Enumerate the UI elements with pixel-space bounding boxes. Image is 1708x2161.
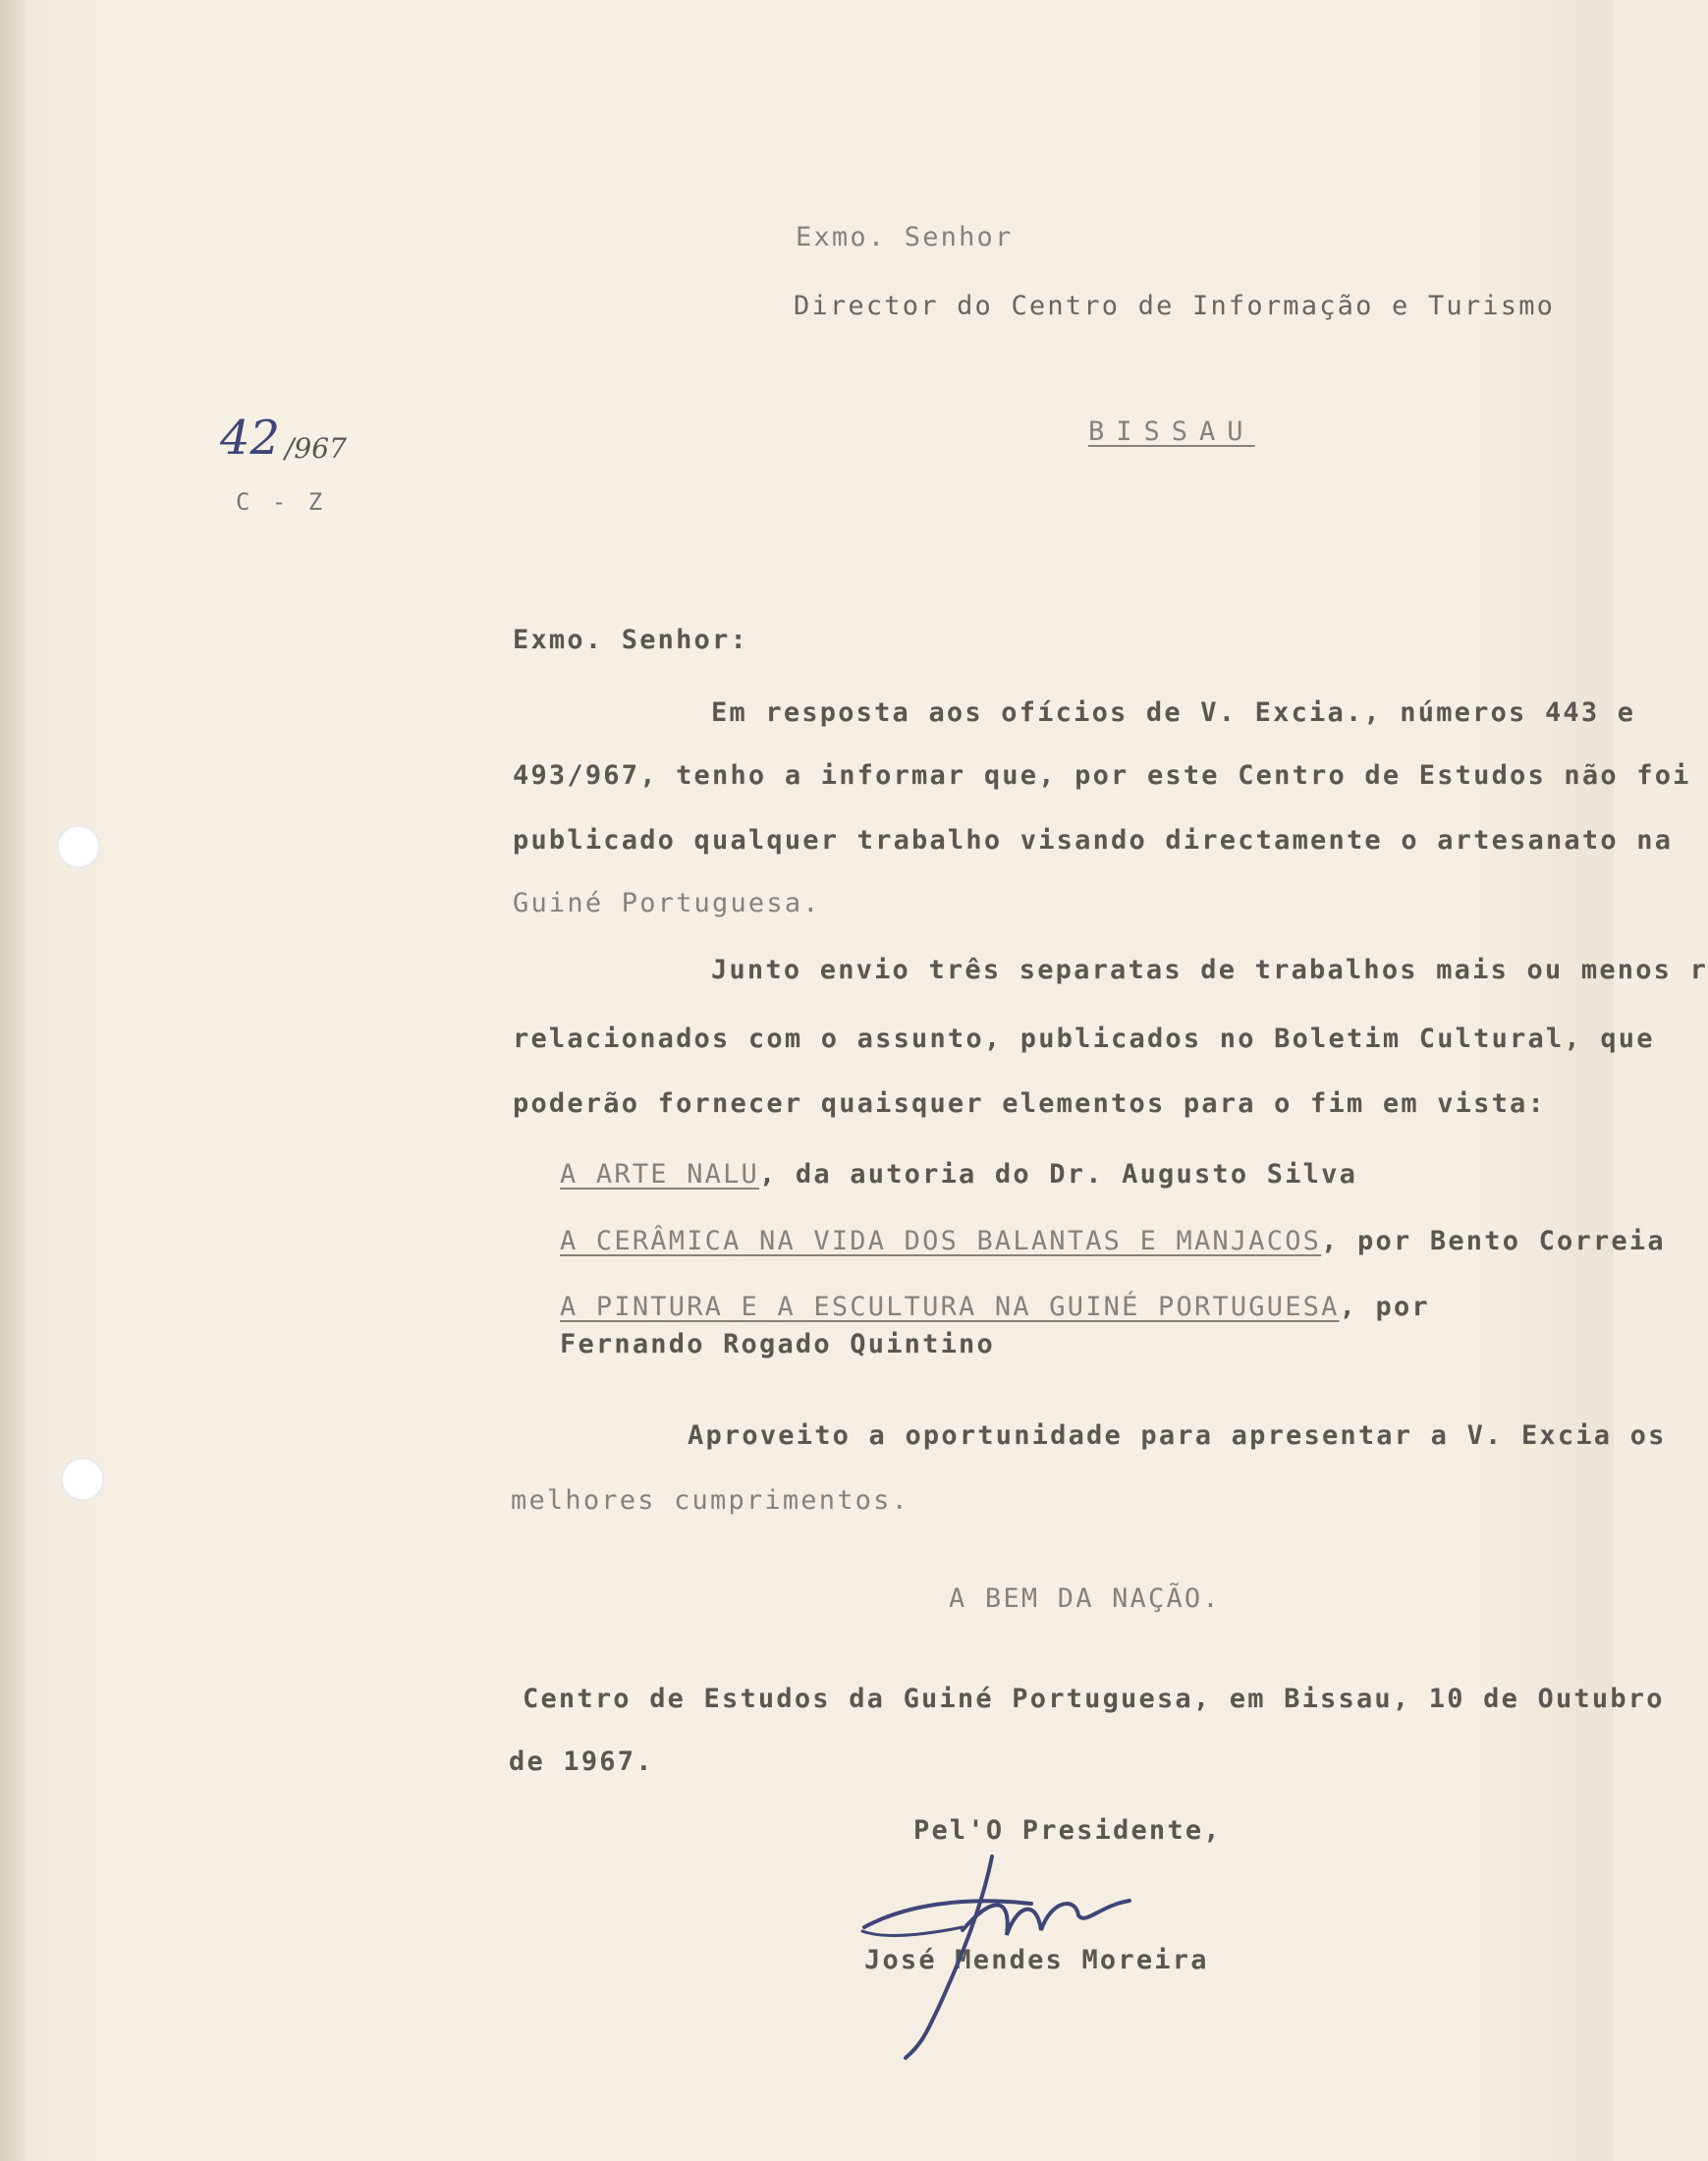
- body-p1-line3: publicado qualquer trabalho visando directamente o artesanato na: [513, 825, 1674, 856]
- work-title: A PINTURA E A ESCULTURA NA GUINÉ PORTUGUESA: [560, 1292, 1340, 1322]
- work-title: A CERÂMICA NA VIDA DOS BALANTAS E MANJACOS: [560, 1226, 1322, 1256]
- greeting: Exmo. Senhor:: [513, 625, 748, 655]
- addressee: Director do Centro de Informação e Turismo: [794, 291, 1556, 321]
- work-item: [560, 1159, 1357, 1190]
- motto: A BEM DA NAÇÃO.: [949, 1583, 1221, 1614]
- closing-line1: Aproveito a oportunidade para apresentar a V. Excia os: [688, 1420, 1667, 1451]
- body-p2-line2: relacionados com o assunto, publicados no Boletim Cultural, que: [513, 1024, 1655, 1054]
- body-p2-line1: Junto envio três separatas de trabalhos mais ou menos r: [711, 955, 1708, 985]
- reference-year: /967: [285, 432, 347, 465]
- salutation-line: Exmo. Senhor: [796, 222, 1014, 252]
- punch-hole-top: [57, 825, 100, 868]
- reference-number: 42: [220, 411, 281, 466]
- body-p1-line4: Guiné Portuguesa.: [513, 888, 821, 918]
- body-p1-line2: 493/967, tenho a informar que, por este Centro de Estudos não foi: [513, 760, 1691, 791]
- closing-line2: melhores cumprimentos.: [511, 1485, 910, 1516]
- city: BISSAU: [1088, 416, 1255, 447]
- body-p1-line1: Em resposta aos ofícios de V. Excia., números 443 e: [711, 697, 1636, 728]
- work-author: , por Fernando Rogado Quintino: [560, 1292, 1430, 1359]
- paper-edge-shadow: [0, 0, 28, 2161]
- body-p2-line3: poderão fornecer quaisquer elementos para o fim em vista:: [513, 1088, 1546, 1119]
- place-date-line1: Centro de Estudos da Guiné Portuguesa, em Bissau, 10 de Outubro: [523, 1684, 1665, 1714]
- work-title: A ARTE NALU: [560, 1159, 760, 1190]
- work-author: , por Bento Correia: [1321, 1226, 1666, 1256]
- work-author: , da autoria do Dr. Augusto Silva: [759, 1159, 1358, 1190]
- for-president: Pel'O Presidente,: [913, 1815, 1222, 1846]
- reference-code: C - Z: [236, 488, 327, 516]
- signature-mark: [845, 1837, 1179, 2063]
- punch-hole-bottom: [61, 1458, 104, 1501]
- signer-name: José Mendes Moreira: [864, 1945, 1209, 1975]
- place-date-line2: de 1967.: [509, 1746, 654, 1777]
- work-item: [560, 1226, 1666, 1256]
- work-item: [560, 1289, 1562, 1363]
